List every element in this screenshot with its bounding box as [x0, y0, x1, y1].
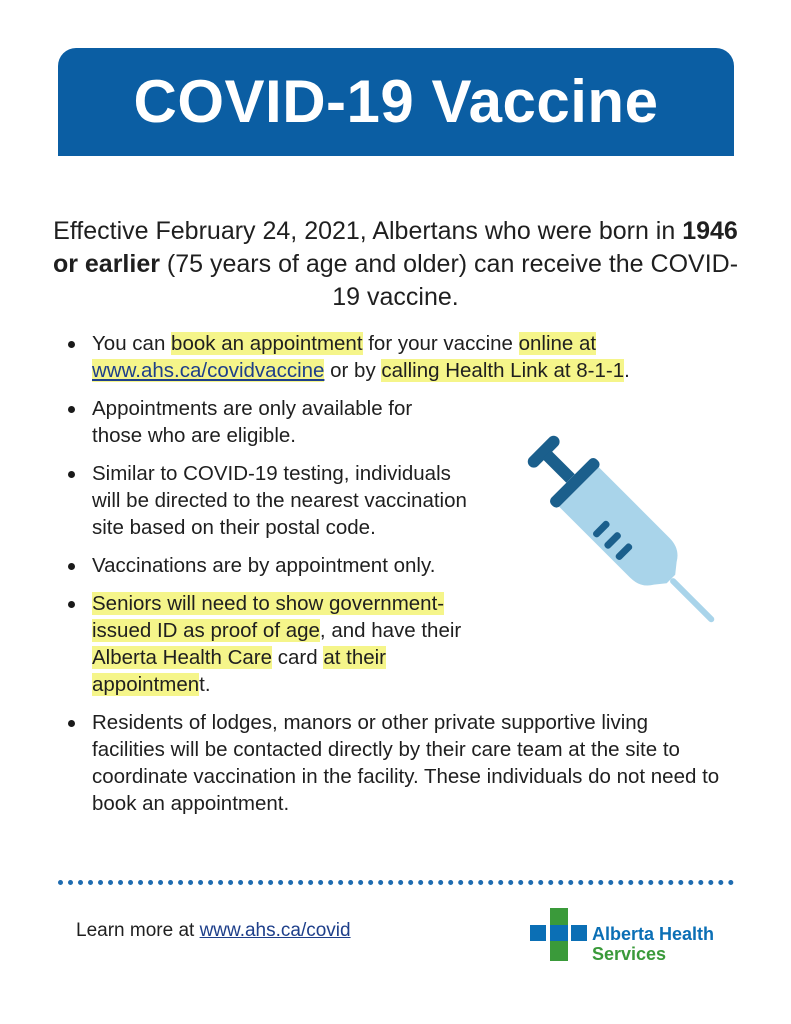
bullet-dot: [68, 601, 75, 608]
covidvaccine-link[interactable]: www.ahs.ca/covidvaccine: [92, 359, 325, 382]
intro-text-before: Effective February 24, 2021, Albertans who were born in: [53, 217, 683, 245]
highlight-text: calling Health Link at 8-1-1: [381, 359, 625, 382]
bullet-text: You can: [92, 332, 172, 355]
bullet-text: Similar to COVID-19 testing, individuals will be directed to the nearest vaccination site based on their postal code.: [92, 462, 467, 539]
list-item: [64, 590, 492, 698]
logo-line-2: Services: [592, 944, 667, 964]
list-item: [64, 460, 482, 541]
logo-square: [550, 925, 568, 941]
logo-text: [592, 924, 714, 964]
bullet-text: t.: [199, 673, 211, 696]
bullet-dot: [68, 563, 75, 570]
page-title: COVID-19 Vaccine: [133, 68, 659, 135]
highlight-text: Alberta Health Care: [92, 646, 273, 669]
bullet-dot: [68, 720, 75, 727]
bullet-text: Residents of lodges, manors or other private supportive living facilities will be contacted directly by their care team at the site to coordinate vaccination in the facility. These individuals do not need to book an appointment.: [92, 711, 720, 815]
highlight-text: Seniors will need to show government-issued ID as proof of age: [92, 592, 445, 642]
logo-line-1: Alberta Health: [592, 924, 715, 944]
bullet-text: Appointments are only available for those who are eligible.: [92, 397, 413, 447]
logo-square: [530, 925, 546, 941]
list-item: [64, 395, 452, 449]
logo-square: [571, 925, 587, 941]
dotted-divider: [58, 880, 734, 885]
bullet-text: Vaccinations are by appointment only.: [92, 554, 436, 577]
bullet-text: or by: [324, 359, 382, 382]
list-item: [64, 552, 512, 579]
list-item: [64, 709, 722, 817]
intro-text-after: (75 years of age and older) can receive the COVID-19 vaccine.: [159, 250, 739, 311]
highlight-text: book an appointment: [171, 332, 363, 355]
logo-square: [550, 908, 568, 926]
syringe-plunger-rod: [542, 450, 575, 483]
logo-square: [550, 941, 568, 961]
list-item: [64, 330, 692, 384]
bullet-dot: [68, 406, 75, 413]
highlight-text: online at: [518, 332, 597, 355]
bullet-text: for your vaccine: [362, 332, 519, 355]
title-banner: [58, 48, 734, 156]
intro-paragraph: [40, 215, 751, 314]
bullet-text: , and have their: [319, 619, 462, 642]
bullet-text: .: [624, 359, 630, 382]
bullet-dot: [68, 471, 75, 478]
learn-more-label: Learn more at: [76, 920, 200, 941]
covid-link[interactable]: www.ahs.ca/covid: [199, 920, 351, 941]
highlight-text: at their appointmen: [92, 646, 386, 696]
intro-bold: 1946 or earlier: [52, 217, 738, 278]
bullet-text: card: [272, 646, 324, 669]
bullet-dot: [68, 341, 75, 348]
learn-more: [76, 920, 351, 942]
syringe-icon: [505, 418, 745, 648]
syringe-needle: [669, 577, 716, 624]
